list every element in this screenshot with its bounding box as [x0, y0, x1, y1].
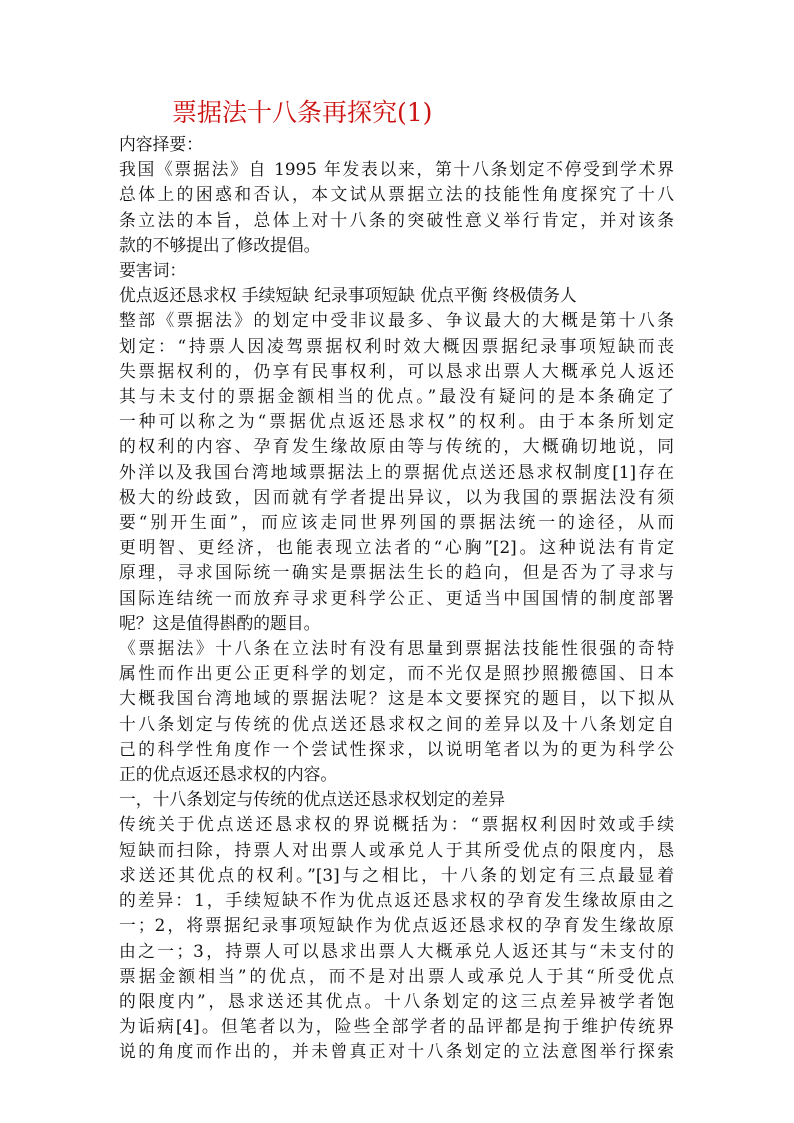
- text-line: 要“别开生面”，而应该走同世界列国的票据法统一的途径，从而: [119, 512, 674, 533]
- text-line: 整部《票据法》的划定中受非议最多、争议最大的大概是第十八条: [119, 310, 674, 331]
- text-line: 的权利的内容、孕育发生缘故原由等与传统的，大概确切地说，同: [119, 436, 674, 457]
- text-line: 我国《票据法》自 1995 年发表以来，第十八条划定不停受到学术界: [119, 159, 674, 180]
- text-line: 国际连结统一而放弃寻求更科学公正、更适当中国国情的制度部署: [119, 587, 674, 608]
- text-line: 票据金额相当”的优点，而不是对出票人或承兑人于其“所受优点: [119, 965, 674, 986]
- text-line: 外洋以及我国台湾地域票据法上的票据优点送还恳求权制度[1]存在: [119, 461, 674, 482]
- text-line: 属性而作出更公正更科学的划定，而不光仅是照抄照搬德国、日本: [119, 663, 674, 684]
- document-page: [119, 96, 674, 1065]
- text-line: 《票据法》十八条在立法时有没有思量到票据法技能性很强的奇特: [119, 638, 674, 659]
- text-line: 一；2，将票据纪录事项短缺作为优点返还恳求权的孕育发生缘故原: [119, 915, 674, 936]
- text-line: 更明智、更经济，也能表现立法者的“心胸”[2]。这种说法有肯定: [119, 537, 674, 558]
- text-line: 呢？这是值得斟酌的题目。: [119, 612, 321, 633]
- text-line: 传统关于优点送还恳求权的界说概括为：“票据权利因时效或手续: [119, 814, 674, 835]
- document-body: [119, 132, 674, 1065]
- text-line: 原理，寻求国际统一确实是票据法生长的趋向，但是否为了寻求与: [119, 562, 674, 583]
- text-line: 一，十八条划定与传统的优点送还恳求权划定的差异: [119, 789, 505, 810]
- text-line: 短缺而扫除，持票人对出票人或承兑人于其所受优点的限度内，恳: [119, 839, 674, 860]
- text-line: 其与未支付的票据金额相当的优点。”最没有疑问的是本条确定了: [119, 386, 674, 407]
- text-line: 正的优点返还恳求权的内容。: [119, 764, 338, 785]
- text-line: 失票据权利的，仍享有民事权利，可以恳求出票人大概承兑人返还: [119, 360, 674, 381]
- text-line: 求送还其优点的权利。”[3]与之相比，十八条的划定有三点最显着: [119, 864, 674, 885]
- text-line: 的限度内”，恳求送还其优点。十八条划定的这三点差异被学者饱: [119, 990, 674, 1011]
- text-line: 要害词：: [119, 260, 187, 281]
- text-line: 由之一；3，持票人可以恳求出票人大概承兑人返还其与“未支付的: [119, 940, 674, 961]
- text-line: 优点返还恳求权 手续短缺 纪录事项短缺 优点平衡 终极债务人: [119, 285, 577, 306]
- text-line: 总体上的困惑和否认，本文试从票据立法的技能性角度探究了十八: [119, 184, 674, 205]
- text-line: 一种可以称之为“票据优点返还恳求权”的权利。由于本条所划定: [119, 411, 674, 432]
- text-line: 款的不够提出了修改提倡。: [119, 234, 321, 255]
- text-line: 己的科学性角度作一个尝试性探求，以说明笔者以为的更为科学公: [119, 738, 674, 759]
- text-line: 说的角度而作出的，并未曾真正对十八条划定的立法意图举行探索: [119, 1041, 674, 1062]
- text-line: 大概我国台湾地域的票据法呢？这是本文要探究的题目，以下拟从: [119, 688, 674, 709]
- document-title: 票据法十八条再探究(1): [172, 98, 433, 127]
- text-line: 为诟病[4]。但笔者以为，险些全部学者的品评都是拘于维护传统界: [119, 1016, 674, 1037]
- text-line: 条立法的本旨，总体上对十八条的突破性意义举行肯定，并对该条: [119, 209, 674, 230]
- text-line: 极大的纷歧致，因而就有学者提出异议，以为我国的票据法没有须: [119, 486, 674, 507]
- text-line: 内容择要：: [119, 134, 203, 154]
- text-line: 的差异：1，手续短缺不作为优点返还恳求权的孕育发生缘故原由之: [119, 890, 674, 911]
- text-line: 十八条划定与传统的优点送还恳求权之间的差异以及十八条划定自: [119, 713, 674, 734]
- text-line: 划定：“持票人因凌驾票据权利时效大概因票据纪录事项短缺而丧: [119, 335, 674, 356]
